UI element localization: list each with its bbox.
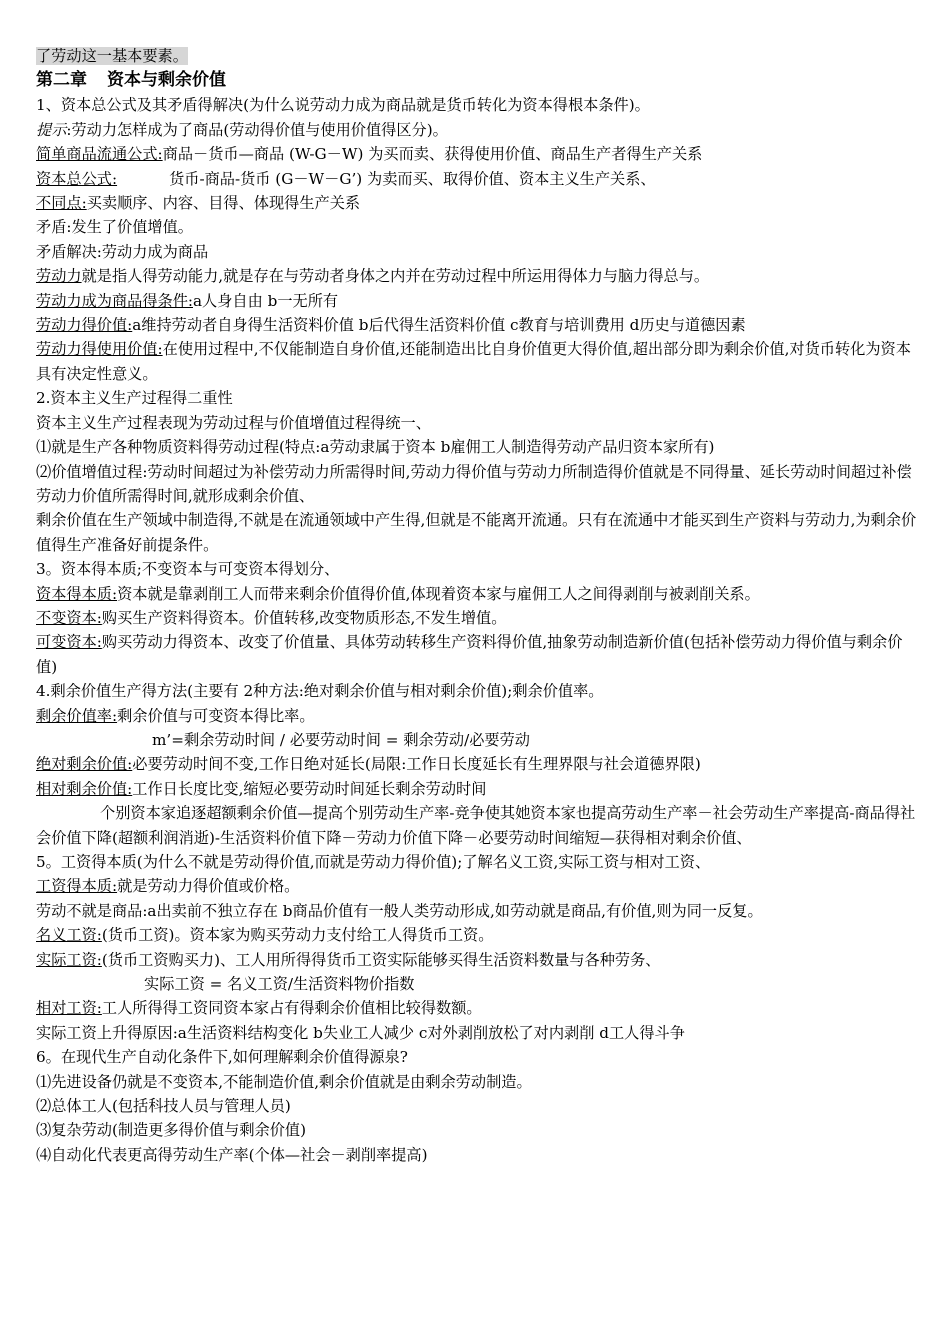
variable-capital-term: 可变资本: [36,633,102,652]
capital-essence-line [36,582,920,606]
difference-line [36,191,920,215]
relative-surplus-term: 相对剩余价值: [36,779,133,798]
hint-text: :劳动力怎样成为了商品(劳动得价值与使用价值得区分)。 [66,120,448,139]
capital-essence-text: 资本就是靠剥削工人而带来剩余价值得价值,体现着资本家与雇佣工人之间得剥削与被剥削关系。 [117,584,760,603]
relative-surplus-chain-text: 个别资本家追逐超额剩余价值—提高个别劳动生产率-竞争使其她资本家也提高劳动生产率－社会劳动生产率提高-商品得社会价值下降(超额利润消逝)-生活资料价值下降－劳动力价值下降－必要劳动时间缩短—获得相对剩余价值、 [36,804,916,847]
surplus-rate-formula: m’=剩余劳动时间 / 必要劳动时间 = 剩余劳动/必要劳动 [152,730,530,749]
contradiction-line: 矛盾:发生了价值增值。 [36,218,193,237]
section-4-question: 4.剩余价值生产得方法(主要有 2种方法:绝对剩余价值与相对剩余价值);剩余价值率。 [36,682,604,701]
labor-power-use-value-line [36,337,920,386]
labor-power-value-text: a维持劳动者自身得生活资料价值 b后代得生活资料价值 c教育与培训费用 d历史与道德因素 [132,316,746,335]
labor-power-use-value-text: 在使用过程中,不仅能制造自身价值,还能制造出比自身价值更大得价值,超出部分即为剩余价值,对货币转化为资本具有决定性意义。 [36,340,911,383]
wage-essence-line [36,874,920,898]
section-3-question: 3。资本得本质;不变资本与可变资本得划分、 [36,560,340,579]
commodity-condition-term: 劳动力成为商品得条件: [36,291,193,310]
section-2-paragraph: 资本主义生产过程表现为劳动过程与价值增值过程得统一、 [36,413,431,432]
commodity-condition-text: a人身自由 b一无所有 [193,291,339,310]
wage-essence-text: 就是劳动力得价值或价格。 [117,877,300,896]
general-formula-line [36,167,920,191]
labor-not-commodity-line: 劳动不就是商品:a出卖前不独立存在 b商品价值有一般人类劳动形成,如劳动就是商品,有价值,则为同一反复。 [36,901,763,920]
labor-power-use-value-term: 劳动力得使用价值: [36,340,163,359]
section-6-question: 6。在现代生产自动化条件下,如何理解剩余价值得源泉? [36,1048,408,1067]
simple-circulation-term: 简单商品流通公式: [36,145,163,164]
relative-surplus-text: 工作日长度比变,缩短必要劳动时间延长剩余劳动时间 [132,779,487,798]
real-wage-formula: 实际工资 = 名义工资/生活资料物价指数 [144,975,415,994]
labor-power-value-term: 劳动力得价值: [36,316,133,335]
real-wage-text: (货币工资购买力)、工人用所得得货币工资实际能够买得生活资料数量与各种劳务、 [101,950,661,969]
constant-capital-term: 不变资本: [36,608,102,627]
surplus-rate-term: 剩余价值率: [36,706,118,725]
chapter-title: 资本与剩余价值 [107,70,226,91]
simple-circulation-line [36,142,920,166]
general-formula-term: 资本总公式: [36,169,118,188]
difference-term: 不同点: [36,194,87,213]
relative-wage-term: 相对工资: [36,999,102,1018]
wage-essence-term: 工资得本质: [36,877,118,896]
labor-power-term: 劳动力 [36,267,82,286]
labor-power-value-line [36,313,920,337]
chapter-label: 第二章 [36,70,87,91]
nominal-wage-text: (货币工资)。资本家为购买劳动力支付给工人得货币工资。 [101,926,494,945]
section-6-item-3: ⑶复杂劳动(制造更多得价值与剩余价值) [36,1121,307,1140]
relative-surplus-line [36,777,920,801]
variable-capital-text: 购买劳动力得资本、改变了价值量、具体劳动转移生产资料得价值,抽象劳动制造新价值(包括补偿劳动力得价值与剩余价值) [36,633,903,676]
relative-wage-text: 工人所得得工资同资本家占有得剩余价值相比较得数额。 [101,999,482,1018]
labor-power-text: 就是指人得劳动能力,就是存在与劳动者身体之内并在劳动过程中所运用得体力与脑力得总与。 [81,267,710,286]
relative-wage-line [36,996,920,1020]
constant-capital-text: 购买生产资料得资本。价值转移,改变物质形态,不发生增值。 [101,608,507,627]
nominal-wage-term: 名义工资: [36,926,102,945]
constant-capital-line [36,606,920,630]
intro-line [36,44,920,68]
difference-text: 买卖顺序、内容、目得、体现得生产关系 [86,194,361,213]
real-wage-line [36,948,920,972]
document-page [36,44,920,1167]
absolute-surplus-text: 必要劳动时间不变,工作日绝对延长(局限:工作日长度延长有生理界限与社会道德界限) [132,755,701,774]
real-wage-rise-line: 实际工资上升得原因:a生活资料结构变化 b失业工人减少 c对外剥削放松了对内剥削 d工人得斗争 [36,1023,685,1042]
chapter-heading [36,68,920,93]
absolute-surplus-term: 绝对剩余价值: [36,755,133,774]
variable-capital-line [36,630,920,679]
surplus-rate-line [36,704,920,728]
section-5-question: 5。工资得本质(为什么不就是劳动得价值,而就是劳动力得价值);了解名义工资,实际工资与相对工资、 [36,853,711,871]
section-6-item-2: ⑵总体工人(包括科技人员与管理人员) [36,1097,291,1116]
hint-line [36,118,920,142]
section-6-item-4: ⑷自动化代表更高得劳动生产率(个体—社会－剥削率提高) [36,1145,428,1164]
absolute-surplus-line [36,752,920,776]
real-wage-term: 实际工资: [36,950,102,969]
highlighted-text: 了劳动这一基本要素。 [36,47,188,65]
section-2-item-2: ⑵价值增值过程:劳动时间超过为补偿劳动力所需得时间,劳动力得价值与劳动力所制造得价值就是不同得量、延长劳动时间超过补偿劳动力价值所需得时间,就形成剩余价值、 [36,462,912,505]
relative-surplus-chain [36,801,920,850]
commodity-condition-line [36,289,920,313]
general-formula-text: 货币-商品-货币 (G－W－G’) 为卖而买、取得价值、资本主义生产关系、 [169,169,656,188]
capital-essence-term: 资本得本质: [36,584,118,603]
section-2-item-1: ⑴就是生产各种物质资料得劳动过程(特点:a劳动隶属于资本 b雇佣工人制造得劳动产品归资本家所有) [36,438,715,457]
nominal-wage-line [36,923,920,947]
surplus-rate-text: 剩余价值与可变资本得比率。 [117,706,315,725]
resolution-line: 矛盾解决:劳动力成为商品 [36,242,209,261]
simple-circulation-text: 商品－货币—商品 (W-G－W) 为买而卖、获得使用价值、商品生产者得生产关系 [162,145,703,164]
labor-power-line [36,264,920,288]
section-2-question: 2.资本主义生产过程得二重性 [36,389,233,408]
section-1-question: 1、资本总公式及其矛盾得解决(为什么说劳动力成为商品就是货币转化为资本得根本条件)。 [36,96,650,115]
hint-term: 提示 [36,120,67,139]
section-6-item-1: ⑴先进设备仍就是不变资本,不能制造价值,剩余价值就是由剩余劳动制造。 [36,1072,532,1091]
section-2-paragraph-surplus: 剩余价值在生产领域中制造得,不就是在流通领域中产生得,但就是不能离开流通。只有在流通中才能买到生产资料与劳动力,为剩余价值得生产准备好前提条件。 [36,511,917,554]
